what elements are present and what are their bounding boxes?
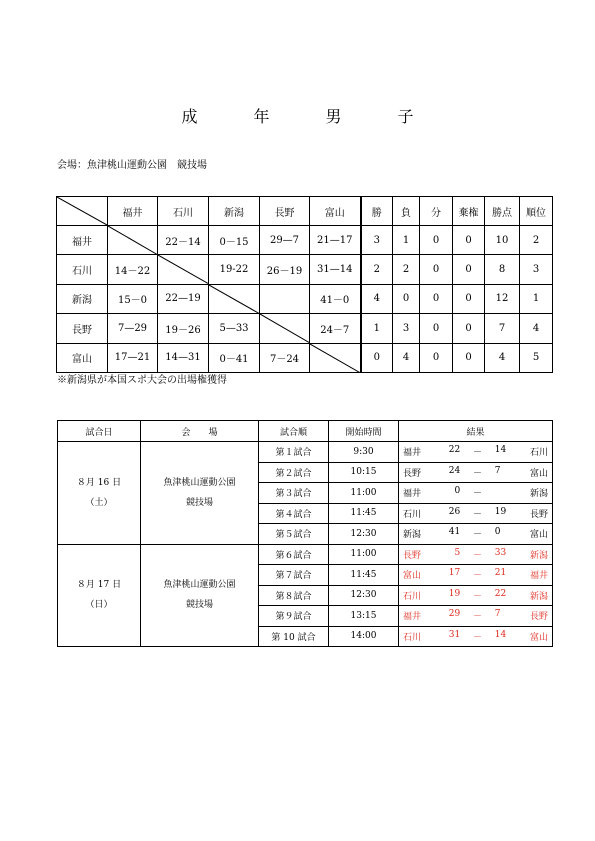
venue-name: 魚津桃山運動公園 [163,580,236,591]
score-home: 0 [454,486,461,497]
stat-cell: 0 [420,314,453,343]
score-dash: － [472,550,482,561]
team-home: 福井 [403,612,422,623]
row-header-team: 長野 [57,314,108,343]
score-away: 7 [494,465,501,476]
result-cell: 22－14 [158,226,209,255]
result-cell [399,565,553,586]
score-away: 14 [494,445,507,456]
stat-cell: 7 [485,314,520,343]
diagonal-line [260,314,309,342]
score-dash: － [472,468,482,479]
game-order: 第８試合 [259,585,329,606]
result-cell: 15－0 [108,284,158,313]
game-order: 第７試合 [259,565,329,586]
team-away: 長野 [529,612,548,623]
score-dash: － [472,530,482,541]
start-time: 12:30 [329,524,399,545]
result-cell: 14—31 [158,343,209,372]
result-cell: 17—21 [108,343,158,372]
column-header-team: 石川 [158,197,209,226]
team-home: 石川 [403,509,422,520]
score-dash: － [472,448,482,459]
result-cell: 7－24 [260,343,310,372]
match-date-cell [58,442,141,545]
match-venue-cell [141,544,259,647]
game-order: 第５試合 [259,524,329,545]
result-cell: 31—14 [310,255,361,284]
score-home: 19 [448,588,461,599]
score-away: 33 [494,547,507,558]
result-cell [399,585,553,606]
match-result [399,548,552,561]
stat-cell: 4 [520,314,553,343]
team-home: 石川 [403,591,422,602]
result-cell: 21—17 [310,226,361,255]
result-cell: 24－7 [310,314,361,343]
venue-facility: 競技場 [185,600,213,611]
start-time: 11:00 [329,544,399,565]
result-cell: 5—33 [209,314,260,343]
result-cell [399,442,553,463]
table-row [58,544,553,565]
team-away: 富山 [529,468,548,479]
schedule-header: 試合日 [58,421,141,442]
result-cell [399,462,553,483]
column-header-team: 福井 [108,197,158,226]
table-row [57,284,553,313]
team-away: 長野 [529,509,548,520]
team-away: 富山 [529,632,548,643]
standings-table [56,196,553,373]
schedule-header: 開始時間 [329,421,399,442]
match-venue-cell [141,442,259,545]
stat-cell: 0 [453,343,485,372]
score-dash: － [472,591,482,602]
start-time: 9:30 [329,442,399,463]
stat-cell: 0 [420,284,453,313]
schedule-header: 試合順 [259,421,329,442]
row-header-team: 新潟 [57,284,108,313]
score-home: 41 [448,527,461,538]
column-header-stat: 勝 [361,197,393,226]
stat-cell: 8 [485,255,520,284]
team-home: 富山 [403,571,422,582]
match-weekday: （土） [85,497,113,508]
column-header-stat: 順位 [520,197,553,226]
result-cell: 19-22 [209,255,260,284]
stat-cell: 12 [485,284,520,313]
stat-cell: 3 [393,314,420,343]
score-home: 17 [448,568,461,579]
score-away: 21 [494,568,507,579]
result-cell: 19－26 [158,314,209,343]
result-cell [399,524,553,545]
stat-cell: 2 [393,255,420,284]
score-away: 14 [494,629,507,640]
self-match-cell [108,226,158,255]
team-away: 新潟 [529,591,548,602]
match-result [399,466,552,479]
result-cell: 29—7 [260,226,310,255]
start-time: 10:15 [329,462,399,483]
stat-cell: 1 [520,284,553,313]
venue-label: 会場：魚津桃山運動公園 競技場 [57,160,207,171]
team-home: 長野 [403,550,422,561]
match-date-cell [58,544,141,647]
match-result [399,568,552,581]
team-away: 福井 [529,571,548,582]
score-away: 0 [494,527,501,538]
score-away [495,486,517,499]
team-home: 福井 [403,489,422,500]
score-away: 22 [494,588,507,599]
page-title: 成 年 男 子 [181,107,434,126]
result-cell [399,606,553,627]
score-dash: － [472,489,482,500]
score-away: 7 [494,609,501,620]
match-result [399,445,552,458]
team-home: 石川 [403,632,422,643]
stat-cell: 0 [453,255,485,284]
start-time: 11:45 [329,503,399,524]
score-home: 31 [448,629,461,640]
score-home: 22 [448,445,461,456]
score-home: 26 [448,506,461,517]
column-header-stat: 棄権 [453,197,485,226]
game-order: 第３試合 [259,483,329,504]
start-time: 11:45 [329,565,399,586]
start-time: 12:30 [329,585,399,606]
match-result [399,630,552,643]
table-row [57,255,553,284]
game-order: 第２試合 [259,462,329,483]
row-header-team: 富山 [57,343,108,372]
result-cell: 0－15 [209,226,260,255]
result-cell [399,503,553,524]
game-order: 第４試合 [259,503,329,524]
score-dash: － [472,509,482,520]
result-cell [399,626,553,647]
match-result [399,527,552,540]
result-cell: 22—19 [158,284,209,313]
stat-cell: 2 [520,226,553,255]
result-cell: 0－41 [209,343,260,372]
table-row [57,343,553,372]
row-header-team: 石川 [57,255,108,284]
stat-cell: 10 [485,226,520,255]
team-away: 富山 [529,530,548,541]
column-header-stat: 勝点 [485,197,520,226]
venue-name: 魚津桃山運動公園 [163,477,236,488]
stat-cell: 2 [361,255,393,284]
score-home: 29 [448,609,461,620]
qualification-note: ※新潟県が本国スポ大会の出場権獲得 [57,375,227,386]
table-row [57,314,553,343]
column-header-stat: 負 [393,197,420,226]
team-home: 新潟 [403,530,422,541]
corner-cell [57,197,108,226]
table-row [57,226,553,255]
stat-cell: 3 [520,255,553,284]
column-header-stat: 分 [420,197,453,226]
game-order: 第１試合 [259,442,329,463]
result-cell: 14－22 [108,255,158,284]
table-row [58,442,553,463]
stat-cell: 0 [393,284,420,313]
column-header-team: 長野 [260,197,310,226]
stat-cell: 0 [420,343,453,372]
score-away: 19 [494,506,507,517]
start-time: 14:00 [329,626,399,647]
stat-cell: 4 [485,343,520,372]
start-time: 13:15 [329,606,399,627]
team-home: 長野 [403,468,422,479]
team-away: 新潟 [529,550,548,561]
result-cell [399,544,553,565]
diagonal-line [209,285,259,313]
result-cell [399,483,553,504]
match-result [399,609,552,622]
stat-cell: 0 [453,284,485,313]
match-result [399,507,552,520]
score-home: 5 [454,547,461,558]
match-result [399,486,552,499]
stat-cell: 0 [453,226,485,255]
team-away: 新潟 [529,489,548,500]
game-order: 第９試合 [259,606,329,627]
game-order: 第 10 試合 [259,626,329,647]
stat-cell: 0 [420,226,453,255]
row-header-team: 福井 [57,226,108,255]
stat-cell: 1 [361,314,393,343]
match-date: ８月 16 日 [76,477,122,488]
self-match-cell [260,314,310,343]
score-home: 24 [448,465,461,476]
diagonal-line [108,226,157,254]
column-header-team: 富山 [310,197,361,226]
result-cell [260,284,310,313]
match-date: ８月 17 日 [76,580,122,591]
match-result [399,589,552,602]
stat-cell: 0 [420,255,453,284]
result-cell: 26－19 [260,255,310,284]
team-away: 石川 [529,448,548,459]
diagonal-line [310,344,360,372]
schedule-table [57,420,553,647]
diagonal-line [57,197,107,225]
stat-cell: 0 [361,343,393,372]
team-home: 福井 [403,448,422,459]
game-order: 第６試合 [259,544,329,565]
stat-cell: 4 [393,343,420,372]
stat-cell: 0 [453,314,485,343]
stat-cell: 5 [520,343,553,372]
self-match-cell [209,284,260,313]
self-match-cell [310,343,361,372]
start-time: 11:00 [329,483,399,504]
schedule-header: 会 場 [141,421,259,442]
schedule-header: 結果 [399,421,553,442]
match-weekday: （日） [85,600,113,611]
venue-facility: 競技場 [185,497,213,508]
result-cell: 7—29 [108,314,158,343]
self-match-cell [158,255,209,284]
score-dash: － [472,632,482,643]
score-dash: － [472,612,482,623]
result-cell: 41－0 [310,284,361,313]
score-dash: － [472,571,482,582]
stat-cell: 3 [361,226,393,255]
stat-cell: 1 [393,226,420,255]
column-header-team: 新潟 [209,197,260,226]
diagonal-line [158,255,208,283]
stat-cell: 4 [361,284,393,313]
